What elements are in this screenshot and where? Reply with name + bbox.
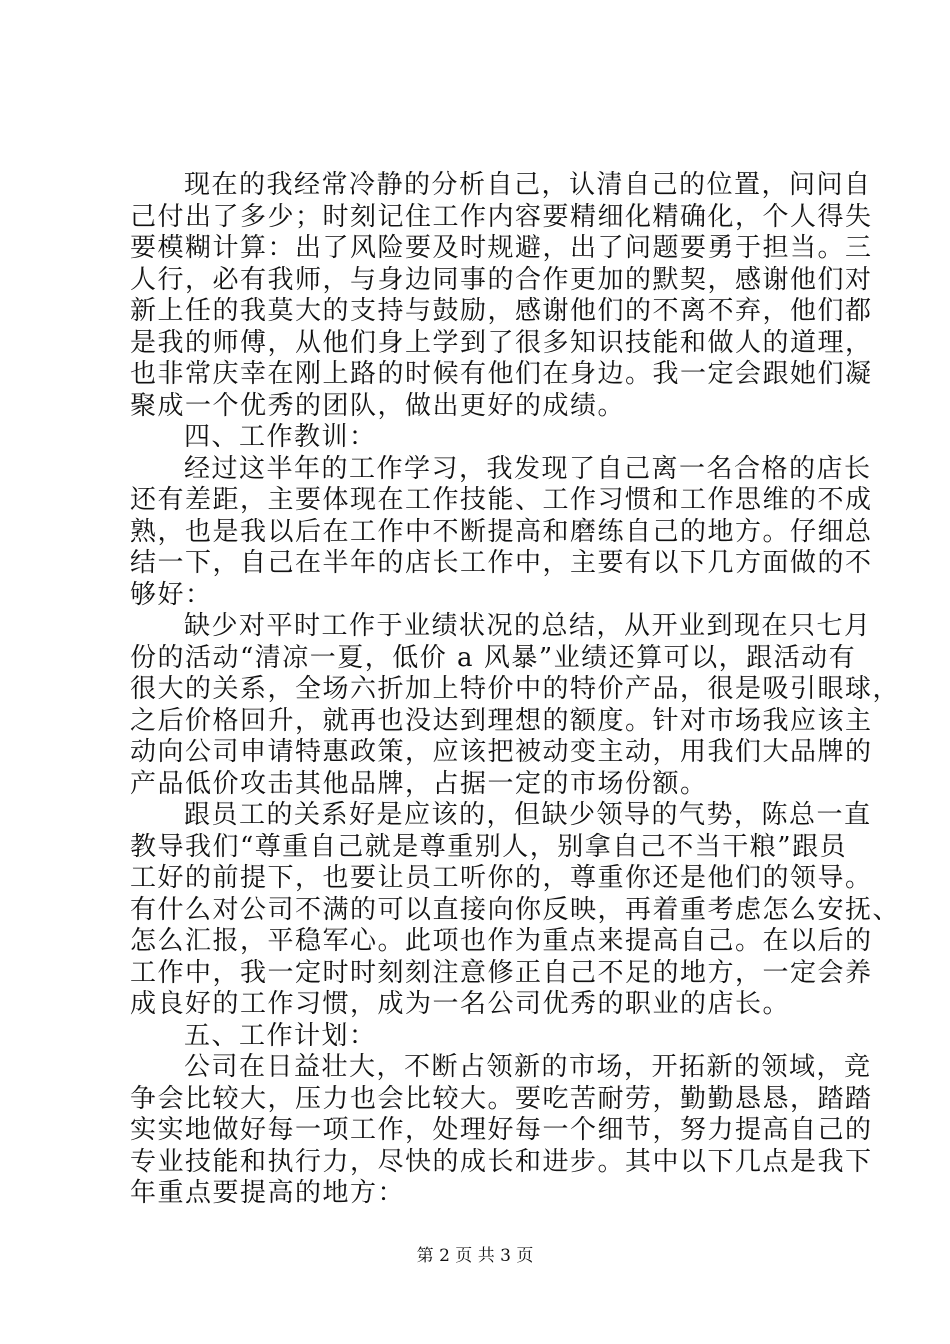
paragraph-line: 跟员工的关系好是应该的，但缺少领导的气势，陈总一直	[184, 800, 872, 830]
paragraph-line: 实实地做好每一项工作，处理好每一个细节，努力提高自己的	[130, 1115, 873, 1145]
paragraph-line: 工作中，我一定时时刻刻注意修正自己不足的地方，一定会养	[130, 957, 873, 988]
paragraph-line: 新上任的我莫大的支持与鼓励，感谢他们的不离不弃，他们都	[130, 296, 873, 326]
page-number-footer: 第 2 页 共 3 页	[416, 1246, 534, 1266]
paragraph-line: 成良好的工作习惯，成为一名公司优秀的职业的店长。	[130, 989, 791, 1019]
paragraph-line: 之后价格回升，就再也没达到理想的额度。针对市场我应该主	[130, 705, 873, 736]
paragraph-line: 有什么对公司不满的可以直接向你反映，再着重考虑怎么安抚、	[130, 894, 901, 925]
paragraph-line: 年重点要提高的地方：	[130, 1178, 406, 1208]
section-heading-lessons: 四、工作教训：	[184, 422, 377, 452]
paragraph-line: 教导我们“尊重自己就是尊重别人，别拿自己不当干粮”跟员	[130, 831, 848, 862]
paragraph-line: 要模糊计算：出了风险要及时规避，出了问题要勇于担当。三	[130, 233, 873, 263]
paragraph-line: 缺少对平时工作于业绩状况的总结，从开业到现在只七月	[184, 611, 872, 641]
paragraph-line: 份的活动“清凉一夏，低价 a 风暴”业绩还算可以，跟活动有	[130, 642, 857, 673]
paragraph-line: 结一下，自己在半年的店长工作中，主要有以下几方面做的不	[130, 548, 873, 578]
paragraph-line: 是我的师傅，从他们身上学到了很多知识技能和做人的道理，	[130, 327, 873, 358]
document-body	[130, 170, 901, 1210]
paragraph-line: 经过这半年的工作学习，我发现了自己离一名合格的店长	[184, 453, 872, 484]
paragraph-line: 动向公司申请特惠政策，应该把被动变主动，用我们大品牌的	[130, 737, 873, 767]
paragraph-line: 现在的我经常冷静的分析自己，认清自己的位置，问问自	[184, 170, 872, 200]
paragraph-line: 还有差距，主要体现在工作技能、工作习惯和工作思维的不成	[130, 485, 873, 515]
paragraph-line: 很大的关系，全场六折加上特价中的特价产品，很是吸引眼球，	[130, 674, 901, 704]
paragraph-line: 专业技能和执行力，尽快的成长和进步。其中以下几点是我下	[130, 1146, 873, 1177]
paragraph-line: 工好的前提下，也要让员工听你的，尊重你还是他们的领导。	[130, 863, 873, 893]
paragraph-line: 怎么汇报，平稳军心。此项也作为重点来提高自己。在以后的	[130, 926, 873, 956]
paragraph-line: 己付出了多少；时刻记住工作内容要精细化精确化，个人得失	[130, 201, 873, 232]
paragraph-line: 公司在日益壮大，不断占领新的市场，开拓新的领域，竞	[184, 1052, 872, 1082]
paragraph-line: 产品低价攻击其他品牌，占据一定的市场份额。	[130, 768, 708, 799]
section-heading-plan: 五、工作计划：	[184, 1020, 377, 1051]
paragraph-line: 够好：	[130, 579, 213, 610]
paragraph-line: 熟，也是我以后在工作中不断提高和磨练自己的地方。仔细总	[130, 516, 873, 547]
paragraph-line: 也非常庆幸在刚上路的时候有他们在身边。我一定会跟她们凝	[130, 359, 873, 389]
paragraph-line: 聚成一个优秀的团队，做出更好的成绩。	[130, 390, 626, 421]
paragraph-line: 争会比较大，压力也会比较大。要吃苦耐劳，勤勤恳恳，踏踏	[130, 1083, 873, 1114]
paragraph-line: 人行，必有我师，与身边同事的合作更加的默契，感谢他们对	[130, 264, 873, 295]
